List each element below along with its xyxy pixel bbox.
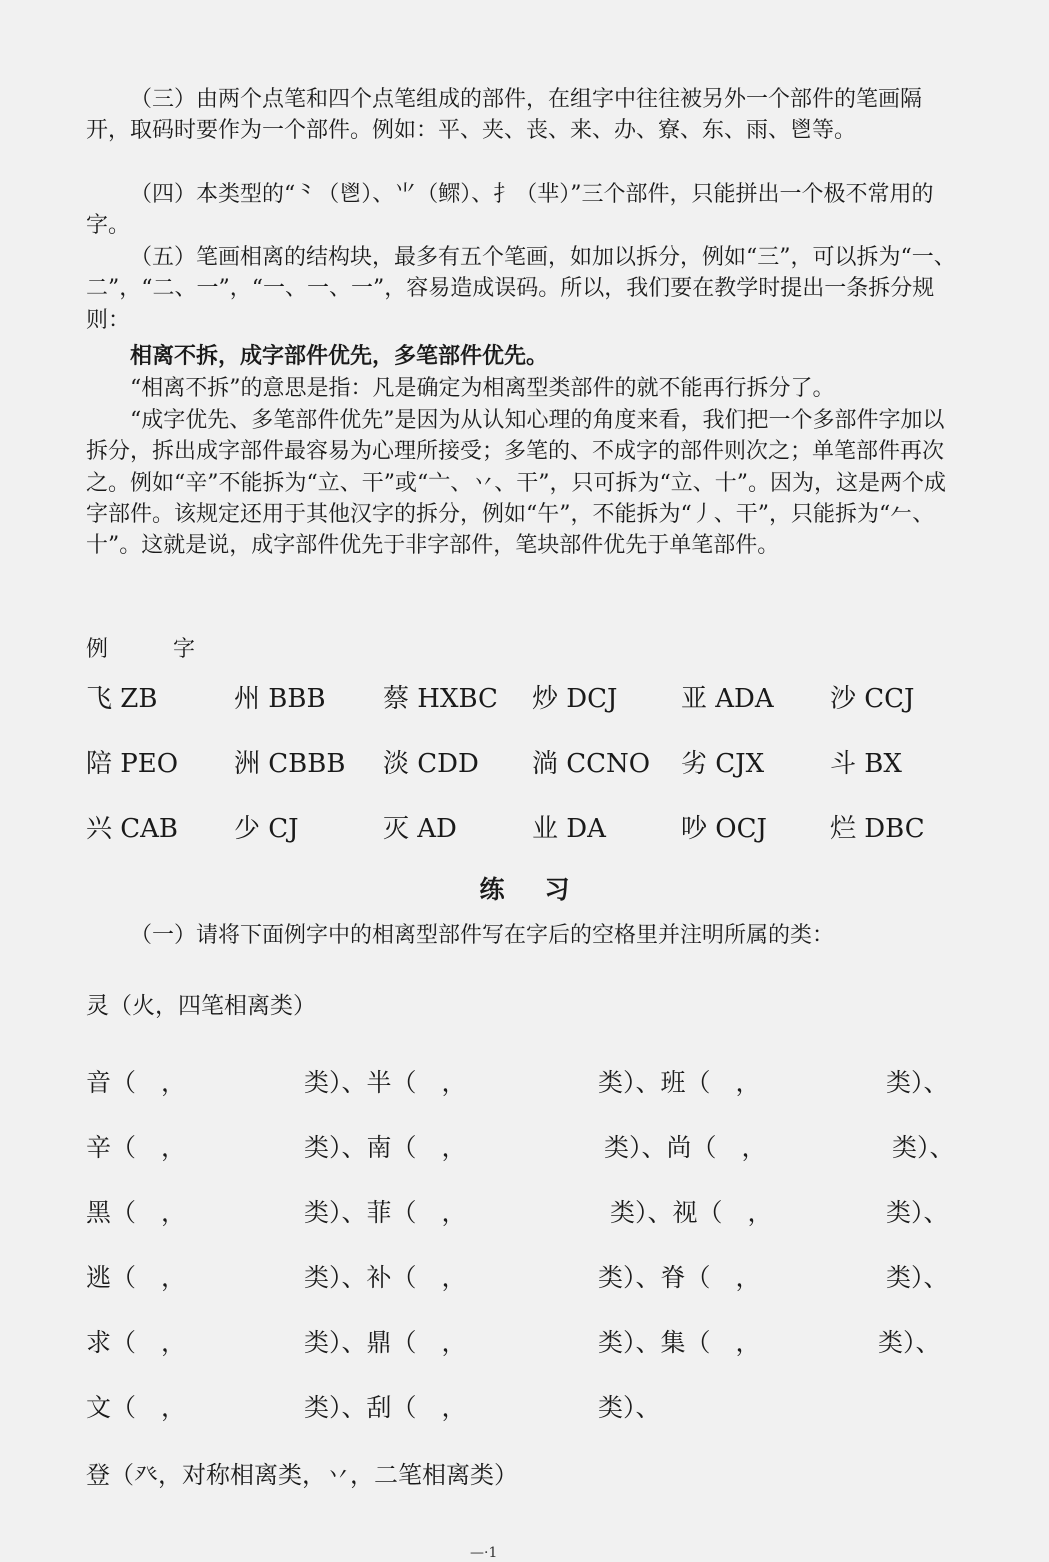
exercise-blank[interactable]: 类）、尚（ ， [604,1133,767,1162]
exercise-sample: 灵（火，四笔相离类） [86,993,316,1019]
exercise-blank[interactable]: 黑（ ， [86,1198,187,1227]
exercise-blank[interactable]: 类）、 [886,1198,949,1227]
paragraph-7 [86,405,956,561]
exercise-blank[interactable]: 类）、 [878,1328,941,1357]
exercise-blank[interactable]: 类）、视（ ， [610,1198,773,1227]
exercise-blank[interactable]: 类）、南（ ， [304,1133,467,1162]
example-code: 斗 BX [830,749,902,779]
example-code: 蔡 HXBC [383,684,498,714]
exercise-blank[interactable]: 类）、脊（ ， [598,1263,761,1292]
paragraph-6 [86,373,956,404]
exercise-title: 练习 [479,875,610,904]
example-code: 少 CJ [234,814,299,844]
exercise-blank[interactable]: 类）、 [886,1068,949,1097]
paragraph-4 [86,179,956,242]
exercise-blank[interactable]: 类）、半（ ， [304,1068,467,1097]
example-code: 烂 DBC [830,814,925,844]
example-code: 陪 PEO [86,749,179,779]
exercise-instruction: （一）请将下面例字中的相离型部件写在字后的空格里并注明所属的类： [130,923,835,948]
example-code: 沙 CCJ [830,684,915,714]
exercise-blank[interactable]: 类）、刮（ ， [304,1393,467,1422]
paragraph-4-text: （四）本类型的“⺀（鬯）、⺌（鳏）、⺘（芈）”三个部件，只能拼出一个极不常用的字。 [86,182,934,239]
examples-heading-2: 字 [173,637,196,662]
examples-heading-1: 例 [86,637,109,662]
example-code: 淌 CCNO [532,749,651,779]
exercise-blank[interactable]: 辛（ ， [86,1133,187,1162]
exercise-blank[interactable]: 类）、鼎（ ， [304,1328,467,1357]
example-code: 劣 CJX [681,749,765,779]
example-code: 灭 AD [383,814,457,844]
exercise-blank[interactable]: 类）、补（ ， [304,1263,467,1292]
example-code: 州 BBB [234,684,326,714]
example-code: 吵 OCJ [681,814,767,844]
paragraph-6-text: “相离不拆”的意思是指：凡是确定为相离型类部件的就不能再行拆分了。 [130,376,835,401]
exercise-blank[interactable]: 类）、 [598,1393,661,1422]
exercise-blank[interactable]: 求（ ， [86,1328,187,1357]
example-code: 炒 DCJ [532,684,618,714]
page-folio: —·1 [470,1545,498,1561]
split-rule: 相离不拆，成字部件优先，多笔部件优先。 [130,343,549,369]
example-code: 业 DA [532,814,606,844]
paragraph-5-text: （五）笔画相离的结构块，最多有五个笔画，如加以拆分，例如“三”，可以拆为“一、二”，“二、一”，“一、一、一”，容易造成误码。所以，我们要在教学时提出一条拆分规则： [86,245,956,333]
paragraph-3-text: （三）由两个点笔和四个点笔组成的部件，在组字中往往被另外一个部件的笔画隔开，取码时要作为一个部件。例如：平、夹、丧、来、办、寮、东、雨、鬯等。 [86,87,923,144]
paragraph-5 [86,242,956,336]
exercise-blank[interactable]: 类）、集（ ， [598,1328,761,1357]
paragraph-7-text: “成字优先、多笔部件优先”是因为从认知心理的角度来看，我们把一个多部件字加以拆分，拆出成字部件最容易为心理所接受；多笔的、不成字的部件则次之；单笔部件再次之。例如“辛”不能拆为“立、干”或“亠、丷、干”，只可拆为“立、十”。因为，这是两个成字部件。该规定还用于其他汉字的拆分，例如“午”，不能拆为“丿、干”，只能拆为“𠂉、十”。这就是说，成字部件优先于非字部件，笔块部件优先于单笔部件。 [86,408,946,559]
exercise-blank[interactable]: 类）、菲（ ， [304,1198,467,1227]
exercise-blank[interactable]: 类）、 [892,1133,955,1162]
exercise-blank[interactable]: 逃（ ， [86,1263,187,1292]
exercise-blank[interactable]: 文（ ， [86,1393,187,1422]
example-code: 飞 ZB [86,684,158,714]
example-code: 兴 CAB [86,814,179,844]
exercise-blank[interactable]: 音（ ， [86,1068,187,1097]
example-code: 淡 CDD [383,749,479,779]
example-code: 洲 CBBB [234,749,346,779]
exercise-blank[interactable]: 类）、 [886,1263,949,1292]
exercise-blank[interactable]: 类）、班（ ， [598,1068,761,1097]
paragraph-3 [86,84,956,147]
exercise-answer-example: 登（癶，对称相离类，丷，二笔相离类） [86,1461,518,1489]
example-code: 亚 ADA [681,684,774,714]
